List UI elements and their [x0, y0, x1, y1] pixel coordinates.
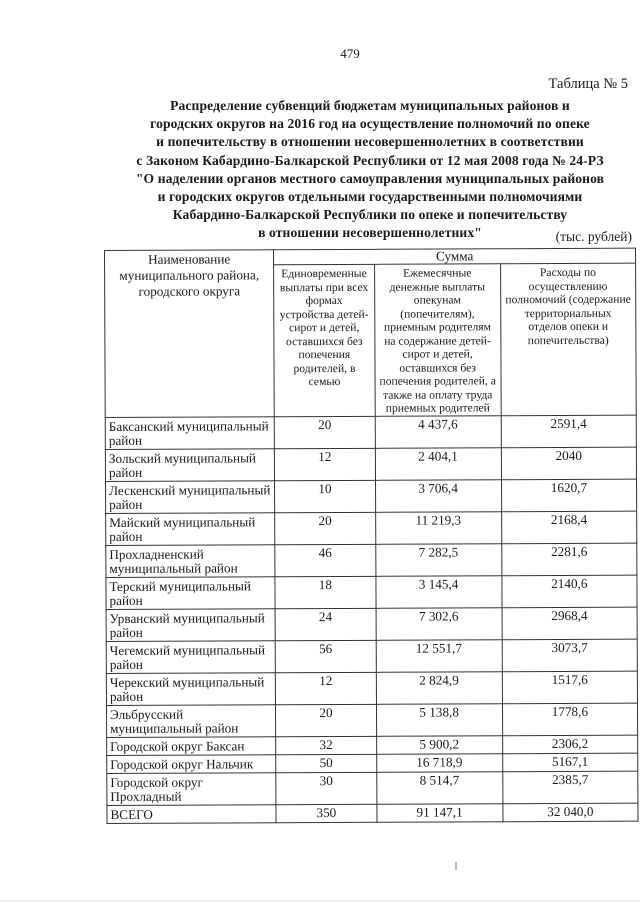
row-name: Городской округ Нальчик	[107, 754, 276, 773]
header-sum-group: Сумма	[274, 248, 636, 265]
row-admin: 2385,7	[503, 771, 638, 804]
page-number: 479	[340, 46, 360, 61]
row-one-time: 32	[276, 736, 376, 754]
row-one-time: 10	[275, 480, 375, 512]
document-title	[100, 97, 640, 243]
title-line: городских округов на 2016 год на осуществление полномочий по опеке	[150, 116, 590, 132]
row-admin: 1620,7	[501, 479, 636, 512]
row-monthly: 5 900,2	[376, 735, 502, 754]
table-row	[106, 543, 637, 577]
row-one-time: 24	[275, 608, 375, 640]
table-row	[106, 575, 637, 609]
row-one-time: 56	[276, 640, 376, 672]
table-row	[106, 607, 637, 641]
row-one-time: 350	[276, 804, 376, 822]
row-admin: 1778,6	[502, 703, 637, 736]
table-row	[106, 703, 637, 737]
row-one-time: 46	[275, 544, 375, 576]
row-admin: 2591,4	[501, 415, 636, 448]
row-one-time: 20	[276, 704, 376, 736]
row-name: Майский муниципальный район	[106, 512, 275, 545]
row-admin: 2968,4	[502, 607, 637, 640]
row-one-time: 50	[276, 754, 376, 772]
row-monthly: 7 282,5	[375, 543, 501, 576]
row-monthly: 3 706,4	[375, 479, 501, 512]
table-row	[106, 511, 637, 545]
row-one-time: 30	[276, 772, 376, 804]
row-monthly: 2 824,9	[376, 671, 502, 704]
row-admin: 32 040,0	[503, 803, 638, 822]
row-monthly: 3 145,4	[375, 575, 501, 608]
table-row-total	[107, 803, 638, 823]
title-line: "О наделении органов местного самоуправления муниципальных районов	[135, 170, 605, 186]
row-monthly: 11 219,3	[375, 511, 501, 544]
units-label: (тыс. рублей)	[555, 229, 632, 244]
title-line: Кабардино-Балкарской Республики по опеке и попечительству	[172, 207, 568, 223]
row-monthly: 7 302,6	[376, 607, 502, 640]
title-line: и попечительству в отношении несовершеннолетних в соответствии	[156, 134, 584, 150]
row-name: Урванский муниципальный район	[106, 608, 275, 641]
title-line: с Законом Кабардино-Балкарской Республики от 12 мая 2008 года № 24-РЗ	[136, 152, 604, 168]
row-admin: 2168,4	[501, 511, 636, 544]
row-monthly: 91 147,1	[376, 803, 502, 822]
table-row	[107, 735, 638, 755]
row-one-time: 18	[275, 576, 375, 608]
row-admin: 2040	[501, 447, 636, 480]
table-row	[106, 671, 637, 705]
row-one-time: 12	[276, 672, 376, 704]
row-name: Черекский муниципальный район	[106, 672, 275, 705]
row-monthly: 12 551,7	[376, 639, 502, 672]
row-monthly: 8 514,7	[376, 771, 502, 804]
row-name: Лескенский муниципальный район	[106, 480, 275, 513]
row-name: Городской округ Прохладный	[107, 772, 276, 805]
row-admin: 3073,7	[502, 639, 637, 672]
table-label: Таблица № 5	[548, 76, 628, 92]
title-line: Распределение субвенций бюджетам муниципальных районов и	[170, 98, 570, 113]
row-one-time: 20	[275, 512, 375, 544]
header-one-time-payments: Единовременные выплаты при всех формах устройства детей-сирот и детей, оставшихся без попечения родителей, в семью	[274, 264, 375, 416]
table-row	[105, 447, 636, 481]
row-name: Чегемский муниципальный район	[106, 640, 275, 673]
table-row	[107, 753, 638, 773]
title-line: и городских округов отдельными государственными полномочиями	[157, 189, 583, 205]
row-name: Зольский муниципальный район	[105, 448, 274, 481]
row-admin: 2140,6	[502, 575, 637, 608]
row-monthly: 2 404,1	[375, 447, 501, 480]
row-name: Прохладненский муниципальный район	[106, 544, 275, 577]
title-line: в отношении несовершеннолетних"	[258, 225, 482, 241]
row-one-time: 20	[275, 416, 375, 448]
row-name: ВСЕГО	[107, 804, 276, 823]
scan-artifact	[455, 862, 457, 870]
row-admin: 1517,6	[502, 671, 637, 704]
header-name: Наименование муниципального района, городского округа	[105, 250, 275, 417]
row-admin: 2306,2	[502, 735, 637, 754]
row-name: Эльбрусский муниципальный район	[106, 704, 275, 737]
row-name: Городской округ Баксан	[107, 736, 276, 755]
row-monthly: 16 718,9	[376, 753, 502, 772]
table-row	[105, 415, 636, 449]
row-admin: 5167,1	[502, 753, 637, 772]
row-admin: 2281,6	[502, 543, 637, 576]
row-one-time: 12	[275, 448, 375, 480]
table-row	[107, 771, 638, 805]
header-monthly-payments: Ежемесячные денежные выплаты опекунам (попечителям), приемным родителям на содержание детей-сирот и детей, оставшихся без попечения родителей, а также на оплату труда приемных родителей	[374, 264, 501, 416]
page-edge	[0, 900, 640, 902]
row-monthly: 5 138,8	[376, 703, 502, 736]
header-administration-costs: Расходы по осуществлению полномочий (содержание территориальных отделов опеки и попечительства)	[500, 263, 636, 415]
subsidy-table	[104, 248, 638, 824]
row-name: Баксанский муниципальный район	[105, 416, 274, 449]
row-name: Терский муниципальный район	[106, 576, 275, 609]
table-row	[106, 479, 637, 513]
row-monthly: 4 437,6	[375, 415, 501, 448]
table-row	[106, 639, 637, 673]
